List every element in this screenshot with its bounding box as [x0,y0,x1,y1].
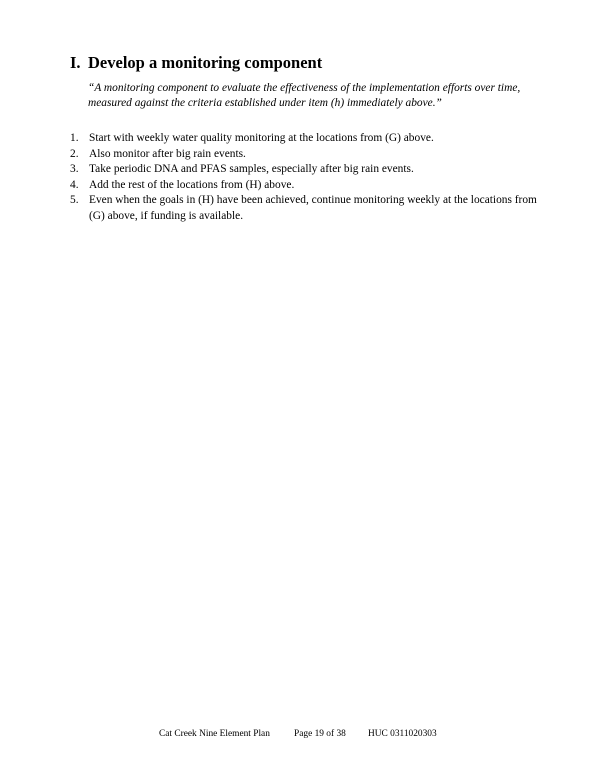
list-item [70,131,540,147]
list-item-number: 3. [70,163,79,175]
list-item-text: Start with weekly water quality monitoring at the locations from (G) above. [89,132,434,144]
list-item-text: Even when the goals in (H) have been achieved, continue monitoring weekly at the locations from (G) above, if funding is available. [89,194,537,222]
footer-page-number: Page 19 of 38 [294,729,346,739]
list-item-number: 1. [70,132,79,144]
section-heading [70,53,322,73]
list-item [70,178,540,194]
section-quote: “A monitoring component to evaluate the effectiveness of the implementation efforts over time, measured against the criteria established under item (h) immediately above.” [88,82,521,109]
list-item-number: 2. [70,147,79,160]
list-item-number: 4. [70,178,79,191]
list-item [70,193,540,224]
monitoring-steps-list [70,131,540,224]
list-item [70,147,540,163]
list-item-text: Add the rest of the locations from (H) above. [89,178,295,191]
footer-huc-code: HUC 0311020303 [368,729,437,739]
footer-document-title: Cat Creek Nine Element Plan [159,729,270,739]
section-letter: I. [70,53,81,72]
list-item [70,162,540,178]
section-title: Develop a monitoring component [88,53,323,72]
list-item-text: Also monitor after big rain events. [89,147,246,160]
list-item-text: Take periodic DNA and PFAS samples, especially after big rain events. [89,163,414,175]
list-item-number: 5. [70,194,79,206]
